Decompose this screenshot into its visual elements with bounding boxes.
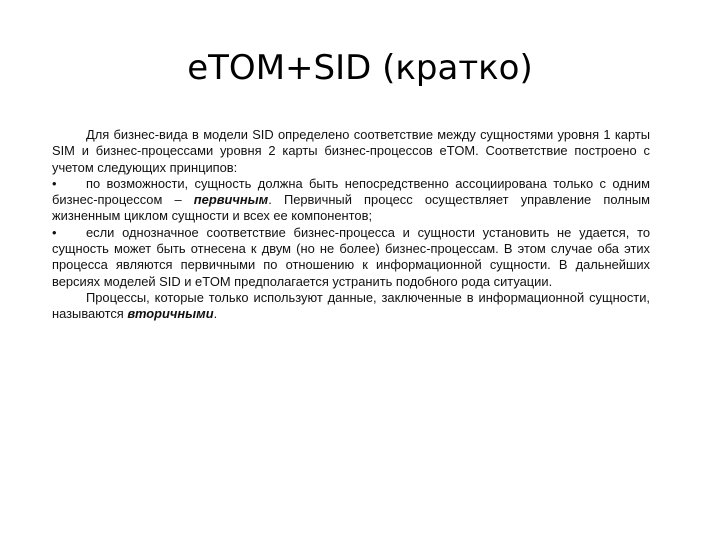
closing-text-before: Процессы, которые только используют данные, заключенные в информационной сущности, называются: [52, 289, 650, 322]
slide-body: [52, 127, 650, 323]
bullet-paragraph-ambiguous: [52, 225, 650, 290]
intro-paragraph: Для бизнес-вида в модели SID определено соответствие между сущностями уровня 1 карты SIM и бизнес-процессами уровня 2 карты бизнес-процессов eTOM. Соответствие построено с учетом следующих принципов:: [52, 127, 650, 175]
bullet-icon: •: [52, 224, 57, 240]
bullet-ambiguous-text: если однозначное соответствие бизнес-процесса и сущности установить не удается, то сущность может быть отнесена к двум (но не более) бизнес-процессам. В этом случае оба этих процесса являются первичными по отношению к информационной сущности. В дальнейших версиях моделей SID и eTOM предполагается устранить подобного рода ситуации.: [52, 224, 650, 289]
bullet-icon: •: [52, 175, 57, 191]
term-secondary: вторичными: [127, 306, 214, 322]
term-primary: первичным: [193, 192, 269, 208]
closing-text-after: .: [213, 306, 218, 322]
bullet-primary-text-after: . Первичный процесс осуществляет управление полным жизненным циклом сущности и всех ее компонентов;: [52, 192, 650, 224]
slide-title: eTOM+SID (кратко): [187, 48, 533, 88]
bullet-primary-text-before: по возможности, сущность должна быть непосредственно ассоциирована только с одним бизнес-процессом –: [52, 175, 650, 208]
bullet-paragraph-primary: [52, 176, 650, 225]
closing-paragraph: [52, 290, 650, 323]
